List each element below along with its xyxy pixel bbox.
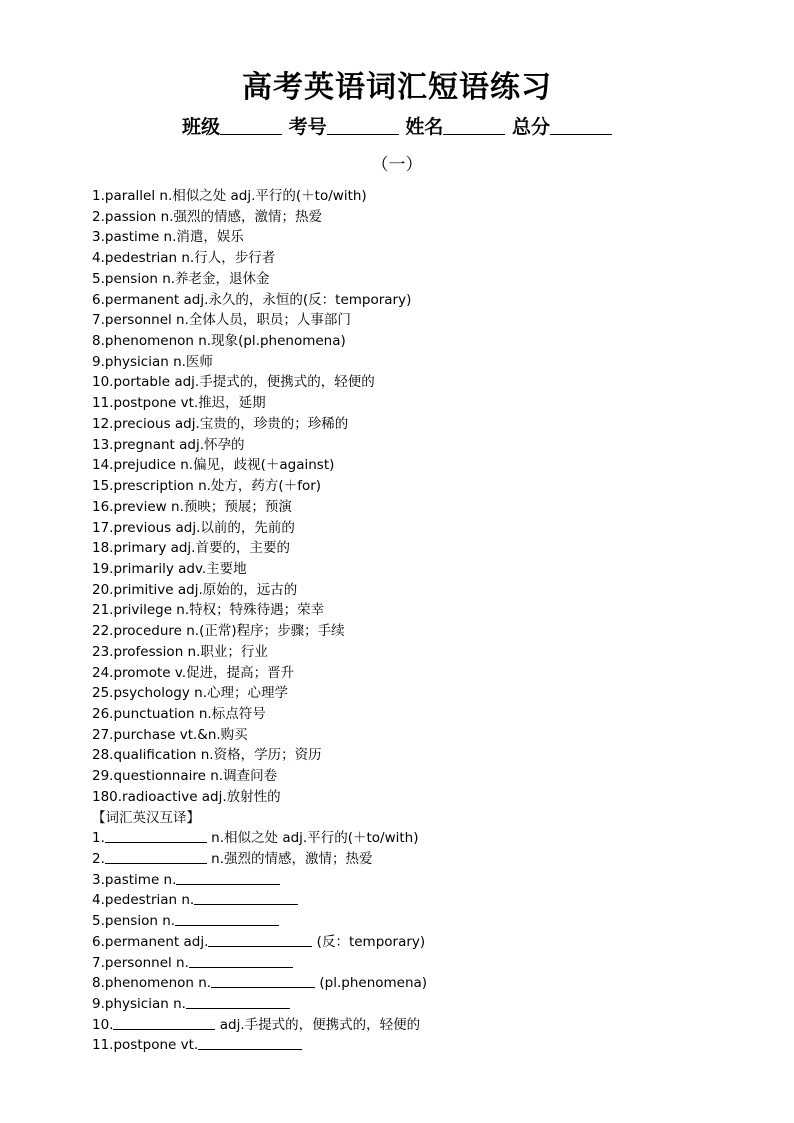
vocab-item: 9.physician n.医师 [92, 353, 213, 370]
vocab-item: 180.radioactive adj.放射性的 [92, 788, 281, 805]
section-number: （一） [371, 155, 423, 175]
answer-blank[interactable] [211, 973, 315, 988]
vocab-item: 10.portable adj.手提式的，便携式的，轻便的 [92, 374, 375, 391]
exercise-item [92, 1015, 732, 1036]
vocab-item: 5.pension n.养老金，退休金 [92, 270, 270, 287]
exercise-item [92, 973, 732, 994]
exercise-prefix: 11.postpone vt. [92, 1037, 199, 1054]
exercise-prefix: 2. [92, 851, 105, 867]
answer-blank[interactable] [194, 890, 298, 905]
answer-blank[interactable] [186, 994, 290, 1009]
answer-blank[interactable] [176, 870, 280, 885]
exercise-prefix: 5.pension n. [92, 913, 176, 930]
exercise-item [92, 932, 732, 953]
answer-blank[interactable] [198, 1035, 302, 1050]
answer-blank[interactable] [175, 911, 279, 926]
exercise-item [92, 911, 732, 932]
exercise-item [92, 994, 732, 1015]
answer-blank[interactable] [105, 849, 207, 864]
vocabulary-list [92, 186, 732, 1056]
class-blank[interactable] [220, 116, 282, 135]
exercise-suffix: (pl.phenomena) [315, 975, 428, 992]
vocab-item: 7.personnel n.全体人员，职员；人事部门 [92, 312, 351, 329]
exercise-item [92, 890, 732, 911]
exercise-item [92, 1035, 732, 1056]
exercise-prefix: 9.physician n. [92, 996, 186, 1013]
vocab-item: 26.punctuation n.标点符号 [92, 705, 266, 722]
name-blank[interactable] [443, 116, 505, 135]
vocab-item: 25.psychology n.心理；心理学 [92, 685, 289, 702]
exercise-item [92, 849, 732, 870]
vocab-item: 18.primary adj.首要的，主要的 [92, 540, 290, 557]
exercise-prefix: 10. [92, 1016, 114, 1033]
exam-no-blank[interactable] [327, 116, 399, 135]
exercise-suffix: adj.手提式的，便携式的，轻便的 [215, 1016, 421, 1033]
vocab-item: 20.primitive adj.原始的，远古的 [92, 581, 298, 598]
exercise-item [92, 953, 732, 974]
vocab-item: 17.previous adj.以前的，先前的 [92, 519, 295, 536]
vocab-item: 21.privilege n.特权；特殊待遇；荣幸 [92, 602, 325, 619]
class-label: 班级 [182, 116, 221, 138]
vocab-item: 29.questionnaire n.调查问卷 [92, 768, 278, 785]
name-label: 姓名 [405, 116, 444, 138]
student-info-row [0, 112, 794, 139]
answer-blank[interactable] [105, 828, 207, 843]
exercise-prefix: 3.pastime n. [92, 871, 177, 888]
exercise-prefix: 4.pedestrian n. [92, 892, 195, 909]
exercise-item [92, 870, 732, 891]
exercise-suffix: n.强烈的情感，激情；热爱 [206, 851, 373, 867]
exercise-prefix: 6.permanent adj. [92, 933, 209, 950]
vocab-item: 27.purchase vt.&n.购买 [92, 726, 248, 743]
vocab-item: 3.pastime n.消遣，娱乐 [92, 229, 244, 246]
vocab-item: 11.postpone vt.推迟，延期 [92, 395, 266, 412]
vocab-item: 24.promote v.促进，提高；晋升 [92, 664, 295, 681]
exam-no-label: 考号 [288, 116, 327, 138]
vocab-item: 12.precious adj.宝贵的，珍贵的；珍稀的 [92, 415, 349, 432]
answer-blank[interactable] [189, 953, 293, 968]
vocab-item: 1.parallel n.相似之处 adj.平行的(＋to/with) [92, 188, 367, 204]
vocab-item: 28.qualification n.资格，学历；资历 [92, 747, 322, 764]
answer-blank[interactable] [208, 932, 312, 947]
exercise-prefix: 1. [92, 830, 105, 847]
score-blank[interactable] [550, 116, 612, 135]
exercise-prefix: 7.personnel n. [92, 954, 189, 971]
vocab-item: 19.primarily adv.主要地 [92, 560, 247, 577]
page-title: 高考英语词汇短语练习 [242, 70, 552, 105]
exercise-item [92, 828, 732, 849]
vocab-item: 15.prescription n.处方，药方(＋for) [92, 478, 322, 495]
vocab-item: 23.profession n.职业；行业 [92, 643, 268, 660]
vocab-item: 13.pregnant adj.怀孕的 [92, 436, 245, 453]
exercise-heading: 【词汇英汉互译】 [92, 809, 200, 826]
vocab-item: 2.passion n.强烈的情感，激情；热爱 [92, 208, 322, 225]
vocab-item: 16.preview n.预映；预展；预演 [92, 498, 292, 515]
exercise-suffix: n.相似之处 adj.平行的(＋to/with) [206, 830, 419, 847]
exercise-prefix: 8.phenomenon n. [92, 975, 212, 992]
vocab-item: 8.phenomenon n.现象(pl.phenomena) [92, 333, 346, 350]
exercise-suffix: (反：temporary) [312, 933, 426, 950]
vocab-item: 4.pedestrian n.行人，步行者 [92, 250, 276, 267]
vocab-item: 22.procedure n.(正常)程序；步骤；手续 [92, 623, 345, 640]
answer-blank[interactable] [113, 1015, 215, 1030]
vocab-item: 14.prejudice n.偏见，歧视(＋against) [92, 457, 335, 474]
score-label: 总分 [511, 116, 550, 138]
vocab-item: 6.permanent adj.永久的，永恒的(反：temporary) [92, 291, 412, 308]
